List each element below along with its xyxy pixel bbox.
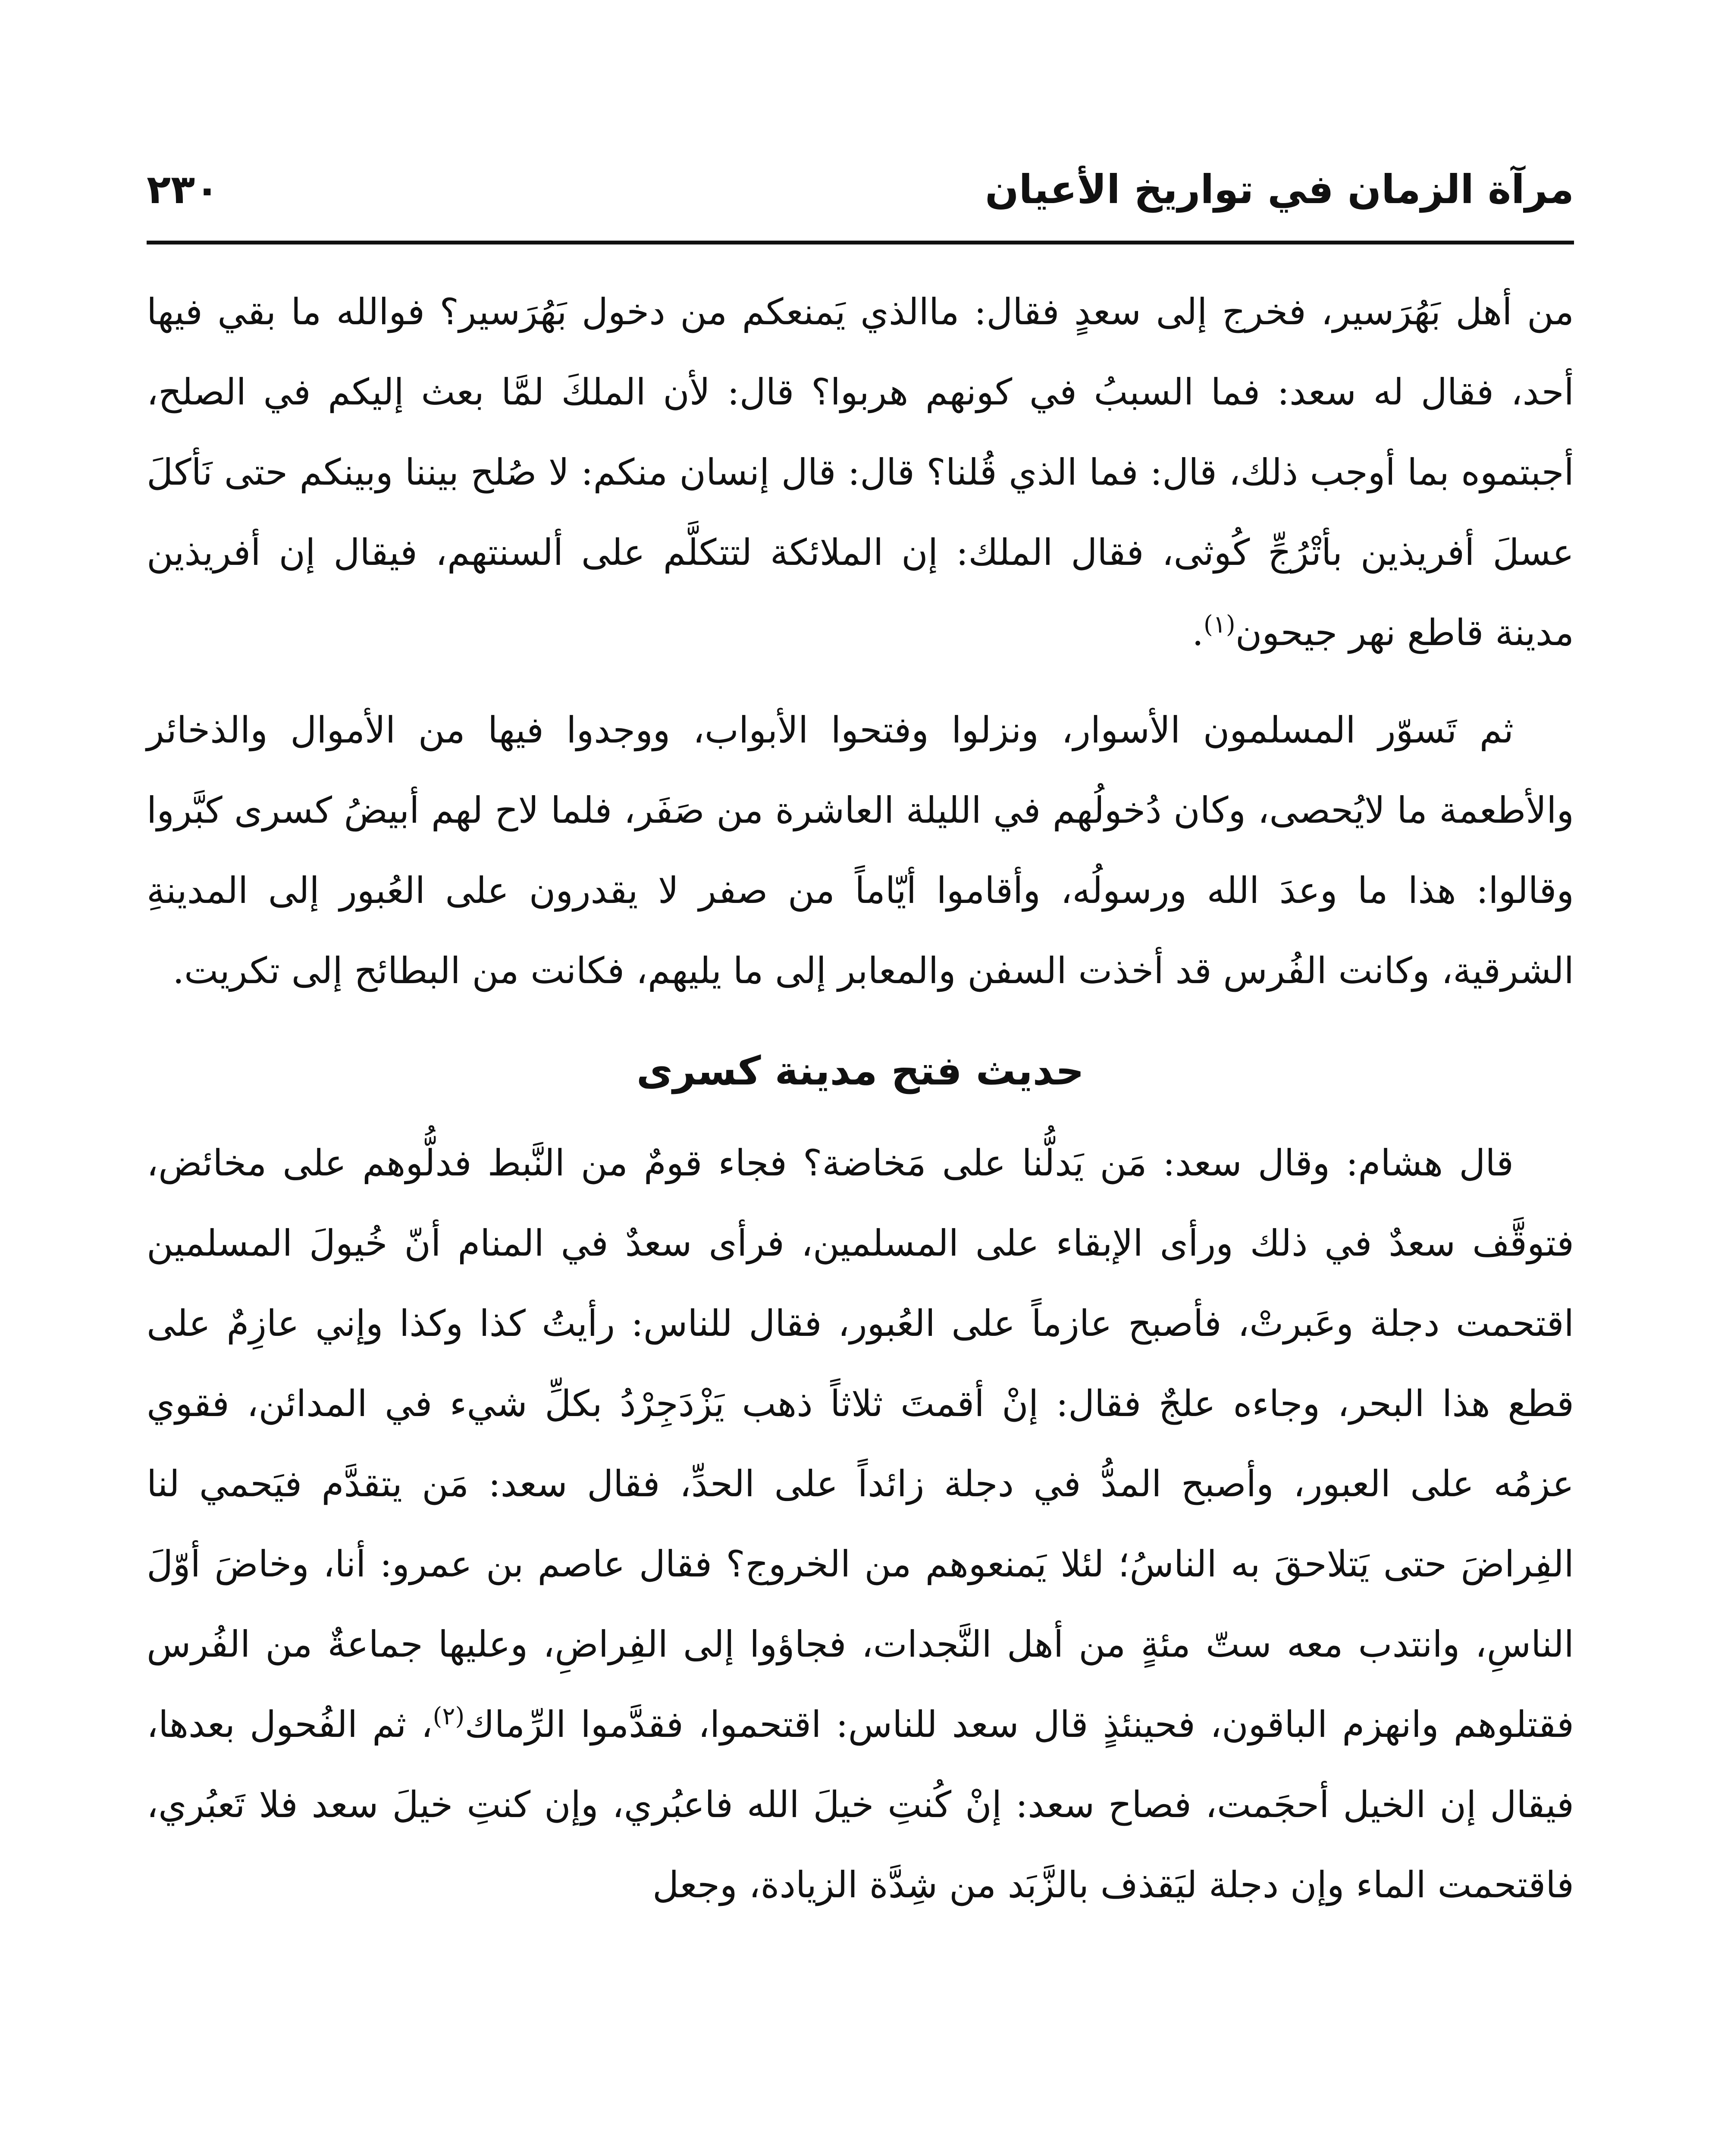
paragraph-3 <box>147 1123 1574 1925</box>
paragraph-2: ثم تَسوّر المسلمون الأسوار، ونزلوا وفتحوا الأبواب، ووجدوا فيها من الأموال والذخائر والأطعمة ما لايُحصى، وكان دُخولُهم في الليلة العاشرة من صَفَر، فلما لاح لهم أبيضُ كسرى كبَّروا وقالوا: هذا ما وعدَ الله ورسولُه، وأقاموا أيّاماً من صفر لا يقدرون على العُبور إلى المدينةِ الشرقية، وكانت الفُرس قد أخذت السفن والمعابر إلى ما يليهم، فكانت من البطائح إلى تكريت. <box>147 709 1574 992</box>
running-title: مرآة الزمان في تواريخ الأعيان <box>985 166 1574 213</box>
page-number: ٢٣٠ <box>147 166 219 213</box>
paragraph-1 <box>147 272 1574 673</box>
footnote-ref-2: (٢) <box>433 1702 465 1730</box>
main-text <box>147 272 1574 1925</box>
footnote-ref-1: (١) <box>1203 611 1235 639</box>
page-header <box>147 155 1574 224</box>
header-rule <box>147 241 1574 244</box>
section-heading: حديث فتح مدينة كسرى <box>636 1048 1085 1094</box>
paragraph-1-end: . <box>1192 611 1204 654</box>
paragraph-1-text: من أهل بَهُرَسير، فخرج إلى سعدٍ فقال: ماالذي يَمنعكم من دخول بَهُرَسير؟ فوالله ما بقي فيها أحد، فقال له سعد: فما السببُ في كونهم هربوا؟ قال: لأن الملكَ لمَّا بعث إليكم في الصلح، أجبتموه بما أوجب ذلك، قال: فما الذي قُلنا؟ قال: قال إنسان منكم: لا صُلح بيننا وبينكم حتى نَأكلَ عسلَ أفريذين بأتْرُجِّ كُوثى، فقال الملك: إن الملائكة لتتكلَّم على ألسنتهم، فيقال إن أفريذين مدينة قاطع نهر جيحون <box>147 291 1574 654</box>
paragraph-3-text-b: ، ثم الفُحول بعدها، فيقال إن الخيل أحجَمت، فصاح سعد: إنْ كُنتِ خيلَ الله فاعبُري، وإن كنتِ خيلَ سعد فلا تَعبُري، فاقتحمت الماء وإن دجلة ليَقذف بالزَّبَد من شِدَّة الزيادة، وجعل <box>147 1703 1574 1906</box>
paragraph-3-text-a: قال هشام: وقال سعد: مَن يَدلُّنا على مَخاضة؟ فجاء قومٌ من النَّبط فدلُّوهم على مخائض، فتوقَّف سعدٌ في ذلك ورأى الإبقاء على المسلمين، فرأى سعدٌ في المنام أنّ خُيولَ المسلمين اقتحمت دجلة وعَبرتْ، فأصبح عازماً على العُبور، فقال للناس: رأيتُ كذا وكذا وإني عازِمٌ على قطع هذا البحر، وجاءه علجٌ فقال: إنْ أقمتَ ثلاثاً ذهب يَزْدَجِرْدُ بكلِّ شيء في المدائن، فقوي عزمُه على العبور، وأصبح المدُّ في دجلة زائداً على الحدِّ، فقال سعد: مَن يتقدَّم فيَحمي لنا الفِراضَ حتى يَتلاحقَ به الناسُ؛ لئلا يَمنعوهم من الخروج؟ فقال عاصم بن عمرو: أنا، وخاضَ أوّلَ الناسِ، وانتدب معه ستّ مئةٍ من أهل النَّجدات، فجاؤوا إلى الفِراضِ، وعليها جماعةٌ من الفُرس فقتلوهم وانهزم الباقون، فحينئذٍ قال سعد للناس: اقتحموا، فقدَّموا الرِّماك <box>147 1142 1574 1745</box>
